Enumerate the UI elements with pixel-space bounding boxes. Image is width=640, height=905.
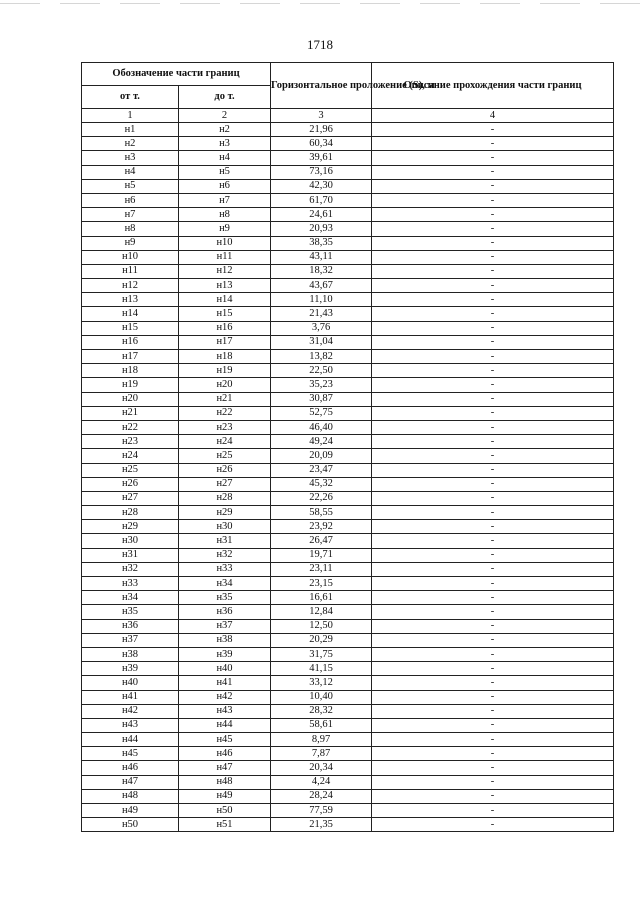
- table-row: [82, 477, 614, 491]
- description-cell: -: [372, 335, 614, 349]
- column-number: 1: [82, 109, 179, 123]
- table-row: [82, 208, 614, 222]
- description-cell: -: [372, 293, 614, 307]
- table-row: [82, 789, 614, 803]
- from-point-cell: н7: [82, 208, 179, 222]
- to-point-cell: н3: [179, 137, 271, 151]
- distance-cell: 16,61: [271, 591, 372, 605]
- table-row: [82, 520, 614, 534]
- distance-cell: 21,43: [271, 307, 372, 321]
- distance-cell: 33,12: [271, 676, 372, 690]
- description-cell: -: [372, 420, 614, 434]
- description-cell: -: [372, 789, 614, 803]
- to-point-cell: н18: [179, 350, 271, 364]
- distance-cell: 18,32: [271, 264, 372, 278]
- column-number: 2: [179, 109, 271, 123]
- description-cell: -: [372, 520, 614, 534]
- from-point-cell: н27: [82, 491, 179, 505]
- from-point-cell: н8: [82, 222, 179, 236]
- description-cell: -: [372, 647, 614, 661]
- from-point-cell: н2: [82, 137, 179, 151]
- table-row: [82, 818, 614, 832]
- distance-cell: 3,76: [271, 321, 372, 335]
- from-point-cell: н23: [82, 435, 179, 449]
- to-point-cell: н10: [179, 236, 271, 250]
- description-cell: -: [372, 463, 614, 477]
- distance-cell: 31,75: [271, 647, 372, 661]
- from-point-cell: н34: [82, 591, 179, 605]
- description-cell: -: [372, 477, 614, 491]
- distance-cell: 11,10: [271, 293, 372, 307]
- description-cell: -: [372, 137, 614, 151]
- description-cell: -: [372, 548, 614, 562]
- from-point-cell: н21: [82, 406, 179, 420]
- from-point-cell: н25: [82, 463, 179, 477]
- distance-cell: 23,11: [271, 562, 372, 576]
- table-row: [82, 165, 614, 179]
- from-point-cell: н29: [82, 520, 179, 534]
- from-point-cell: н48: [82, 789, 179, 803]
- distance-cell: 4,24: [271, 775, 372, 789]
- description-cell: -: [372, 690, 614, 704]
- table-row: [82, 449, 614, 463]
- to-point-cell: н12: [179, 264, 271, 278]
- distance-cell: 22,26: [271, 491, 372, 505]
- to-point-cell: н28: [179, 491, 271, 505]
- to-point-cell: н35: [179, 591, 271, 605]
- table-row: [82, 619, 614, 633]
- table-row: [82, 264, 614, 278]
- from-point-cell: н9: [82, 236, 179, 250]
- table-row: [82, 293, 614, 307]
- to-point-cell: н37: [179, 619, 271, 633]
- to-point-cell: н14: [179, 293, 271, 307]
- table-row: [82, 236, 614, 250]
- to-point-cell: н51: [179, 818, 271, 832]
- to-point-cell: н11: [179, 250, 271, 264]
- description-cell: -: [372, 605, 614, 619]
- from-point-cell: н35: [82, 605, 179, 619]
- table-row: [82, 562, 614, 576]
- table-row: [82, 193, 614, 207]
- description-cell: -: [372, 435, 614, 449]
- from-point-cell: н5: [82, 179, 179, 193]
- to-point-cell: н31: [179, 534, 271, 548]
- to-point-cell: н50: [179, 804, 271, 818]
- scan-top-edge: [0, 3, 640, 4]
- from-point-cell: н13: [82, 293, 179, 307]
- from-point-cell: н4: [82, 165, 179, 179]
- from-point-cell: н14: [82, 307, 179, 321]
- from-point-cell: н20: [82, 392, 179, 406]
- to-point-cell: н6: [179, 179, 271, 193]
- description-cell: -: [372, 236, 614, 250]
- table-row: [82, 123, 614, 137]
- distance-cell: 21,35: [271, 818, 372, 832]
- from-point-cell: н50: [82, 818, 179, 832]
- from-point-cell: н41: [82, 690, 179, 704]
- description-cell: -: [372, 151, 614, 165]
- distance-cell: 23,92: [271, 520, 372, 534]
- table-row: [82, 605, 614, 619]
- from-point-cell: н37: [82, 633, 179, 647]
- description-cell: -: [372, 534, 614, 548]
- column-number-row: [82, 109, 614, 123]
- distance-cell: 10,40: [271, 690, 372, 704]
- to-point-cell: н27: [179, 477, 271, 491]
- description-cell: -: [372, 804, 614, 818]
- description-cell: -: [372, 577, 614, 591]
- table-row: [82, 548, 614, 562]
- from-point-cell: н19: [82, 378, 179, 392]
- table-row: [82, 406, 614, 420]
- description-cell: -: [372, 321, 614, 335]
- table-row: [82, 392, 614, 406]
- header-from-point: от т.: [82, 86, 179, 109]
- table-row: [82, 633, 614, 647]
- from-point-cell: н40: [82, 676, 179, 690]
- to-point-cell: н17: [179, 335, 271, 349]
- description-cell: -: [372, 718, 614, 732]
- from-point-cell: н11: [82, 264, 179, 278]
- to-point-cell: н40: [179, 662, 271, 676]
- distance-cell: 13,82: [271, 350, 372, 364]
- table-row: [82, 704, 614, 718]
- description-cell: -: [372, 364, 614, 378]
- from-point-cell: н15: [82, 321, 179, 335]
- table-row: [82, 775, 614, 789]
- from-point-cell: н45: [82, 747, 179, 761]
- distance-cell: 58,61: [271, 718, 372, 732]
- distance-cell: 28,24: [271, 789, 372, 803]
- description-cell: -: [372, 123, 614, 137]
- description-cell: -: [372, 208, 614, 222]
- header-horizontal-distance: Горизонтальное проложение (S), м: [271, 63, 372, 109]
- distance-cell: 21,96: [271, 123, 372, 137]
- table-row: [82, 534, 614, 548]
- distance-cell: 12,50: [271, 619, 372, 633]
- description-cell: -: [372, 506, 614, 520]
- to-point-cell: н21: [179, 392, 271, 406]
- to-point-cell: н15: [179, 307, 271, 321]
- header-boundary-part: Обозначение части границ: [82, 63, 271, 86]
- to-point-cell: н48: [179, 775, 271, 789]
- table-body: [82, 123, 614, 832]
- to-point-cell: н2: [179, 123, 271, 137]
- distance-cell: 23,15: [271, 577, 372, 591]
- header-to-point: до т.: [179, 86, 271, 109]
- from-point-cell: н39: [82, 662, 179, 676]
- description-cell: -: [372, 350, 614, 364]
- description-cell: -: [372, 818, 614, 832]
- to-point-cell: н34: [179, 577, 271, 591]
- description-cell: -: [372, 491, 614, 505]
- from-point-cell: н31: [82, 548, 179, 562]
- description-cell: -: [372, 775, 614, 789]
- from-point-cell: н10: [82, 250, 179, 264]
- distance-cell: 20,29: [271, 633, 372, 647]
- table-row: [82, 179, 614, 193]
- distance-cell: 60,34: [271, 137, 372, 151]
- table-row: [82, 420, 614, 434]
- distance-cell: 73,16: [271, 165, 372, 179]
- from-point-cell: н43: [82, 718, 179, 732]
- table-row: [82, 321, 614, 335]
- table-row: [82, 577, 614, 591]
- table-row: [82, 463, 614, 477]
- to-point-cell: н22: [179, 406, 271, 420]
- distance-cell: 61,70: [271, 193, 372, 207]
- to-point-cell: н45: [179, 733, 271, 747]
- table-row: [82, 335, 614, 349]
- to-point-cell: н13: [179, 279, 271, 293]
- distance-cell: 52,75: [271, 406, 372, 420]
- distance-cell: 28,32: [271, 704, 372, 718]
- table-row: [82, 733, 614, 747]
- from-point-cell: н22: [82, 420, 179, 434]
- to-point-cell: н30: [179, 520, 271, 534]
- table-row: [82, 676, 614, 690]
- description-cell: -: [372, 449, 614, 463]
- to-point-cell: н19: [179, 364, 271, 378]
- table-row: [82, 647, 614, 661]
- distance-cell: 43,67: [271, 279, 372, 293]
- from-point-cell: н33: [82, 577, 179, 591]
- description-cell: -: [372, 392, 614, 406]
- from-point-cell: н16: [82, 335, 179, 349]
- table-row: [82, 350, 614, 364]
- page-number: 1718: [307, 37, 333, 52]
- header-description: Описание прохождения части границ: [372, 63, 614, 109]
- description-cell: -: [372, 747, 614, 761]
- to-point-cell: н44: [179, 718, 271, 732]
- distance-cell: 20,34: [271, 761, 372, 775]
- distance-cell: 12,84: [271, 605, 372, 619]
- from-point-cell: н32: [82, 562, 179, 576]
- table-row: [82, 250, 614, 264]
- to-point-cell: н26: [179, 463, 271, 477]
- table-row: [82, 506, 614, 520]
- to-point-cell: н42: [179, 690, 271, 704]
- distance-cell: 39,61: [271, 151, 372, 165]
- table-row: [82, 137, 614, 151]
- from-point-cell: н36: [82, 619, 179, 633]
- to-point-cell: н46: [179, 747, 271, 761]
- distance-cell: 26,47: [271, 534, 372, 548]
- description-cell: -: [372, 378, 614, 392]
- from-point-cell: н28: [82, 506, 179, 520]
- from-point-cell: н3: [82, 151, 179, 165]
- description-cell: -: [372, 676, 614, 690]
- distance-cell: 58,55: [271, 506, 372, 520]
- column-number: 4: [372, 109, 614, 123]
- to-point-cell: н23: [179, 420, 271, 434]
- table-row: [82, 151, 614, 165]
- distance-cell: 20,09: [271, 449, 372, 463]
- to-point-cell: н49: [179, 789, 271, 803]
- distance-cell: 30,87: [271, 392, 372, 406]
- from-point-cell: н49: [82, 804, 179, 818]
- description-cell: -: [372, 193, 614, 207]
- description-cell: -: [372, 733, 614, 747]
- from-point-cell: н30: [82, 534, 179, 548]
- to-point-cell: н24: [179, 435, 271, 449]
- distance-cell: 35,23: [271, 378, 372, 392]
- distance-cell: 45,32: [271, 477, 372, 491]
- description-cell: -: [372, 406, 614, 420]
- table-row: [82, 222, 614, 236]
- description-cell: -: [372, 761, 614, 775]
- to-point-cell: н16: [179, 321, 271, 335]
- description-cell: -: [372, 307, 614, 321]
- table-row: [82, 378, 614, 392]
- from-point-cell: н6: [82, 193, 179, 207]
- to-point-cell: н5: [179, 165, 271, 179]
- distance-cell: 43,11: [271, 250, 372, 264]
- to-point-cell: н32: [179, 548, 271, 562]
- to-point-cell: н8: [179, 208, 271, 222]
- distance-cell: 31,04: [271, 335, 372, 349]
- to-point-cell: н39: [179, 647, 271, 661]
- to-point-cell: н43: [179, 704, 271, 718]
- description-cell: -: [372, 279, 614, 293]
- from-point-cell: н46: [82, 761, 179, 775]
- description-cell: -: [372, 250, 614, 264]
- table-row: [82, 718, 614, 732]
- description-cell: -: [372, 633, 614, 647]
- description-cell: -: [372, 562, 614, 576]
- boundary-table: [81, 62, 614, 832]
- description-cell: -: [372, 591, 614, 605]
- table-row: [82, 435, 614, 449]
- distance-cell: 49,24: [271, 435, 372, 449]
- table-row: [82, 279, 614, 293]
- from-point-cell: н12: [82, 279, 179, 293]
- from-point-cell: н1: [82, 123, 179, 137]
- distance-cell: 20,93: [271, 222, 372, 236]
- to-point-cell: н4: [179, 151, 271, 165]
- to-point-cell: н47: [179, 761, 271, 775]
- distance-cell: 19,71: [271, 548, 372, 562]
- table-row: [82, 307, 614, 321]
- from-point-cell: н44: [82, 733, 179, 747]
- table-row: [82, 690, 614, 704]
- to-point-cell: н20: [179, 378, 271, 392]
- description-cell: -: [372, 619, 614, 633]
- from-point-cell: н18: [82, 364, 179, 378]
- description-cell: -: [372, 264, 614, 278]
- to-point-cell: н33: [179, 562, 271, 576]
- to-point-cell: н25: [179, 449, 271, 463]
- distance-cell: 7,87: [271, 747, 372, 761]
- table-row: [82, 747, 614, 761]
- table-row: [82, 662, 614, 676]
- from-point-cell: н17: [82, 350, 179, 364]
- to-point-cell: н41: [179, 676, 271, 690]
- to-point-cell: н29: [179, 506, 271, 520]
- from-point-cell: н26: [82, 477, 179, 491]
- distance-cell: 23,47: [271, 463, 372, 477]
- from-point-cell: н38: [82, 647, 179, 661]
- distance-cell: 38,35: [271, 236, 372, 250]
- description-cell: -: [372, 165, 614, 179]
- table-row: [82, 804, 614, 818]
- from-point-cell: н47: [82, 775, 179, 789]
- column-number: 3: [271, 109, 372, 123]
- distance-cell: 46,40: [271, 420, 372, 434]
- from-point-cell: н42: [82, 704, 179, 718]
- distance-cell: 24,61: [271, 208, 372, 222]
- distance-cell: 8,97: [271, 733, 372, 747]
- description-cell: -: [372, 222, 614, 236]
- to-point-cell: н9: [179, 222, 271, 236]
- to-point-cell: н36: [179, 605, 271, 619]
- to-point-cell: н7: [179, 193, 271, 207]
- distance-cell: 42,30: [271, 179, 372, 193]
- to-point-cell: н38: [179, 633, 271, 647]
- distance-cell: 22,50: [271, 364, 372, 378]
- distance-cell: 77,59: [271, 804, 372, 818]
- description-cell: -: [372, 662, 614, 676]
- table-row: [82, 591, 614, 605]
- description-cell: -: [372, 179, 614, 193]
- table-row: [82, 761, 614, 775]
- description-cell: -: [372, 704, 614, 718]
- table-row: [82, 364, 614, 378]
- distance-cell: 41,15: [271, 662, 372, 676]
- from-point-cell: н24: [82, 449, 179, 463]
- table-row: [82, 491, 614, 505]
